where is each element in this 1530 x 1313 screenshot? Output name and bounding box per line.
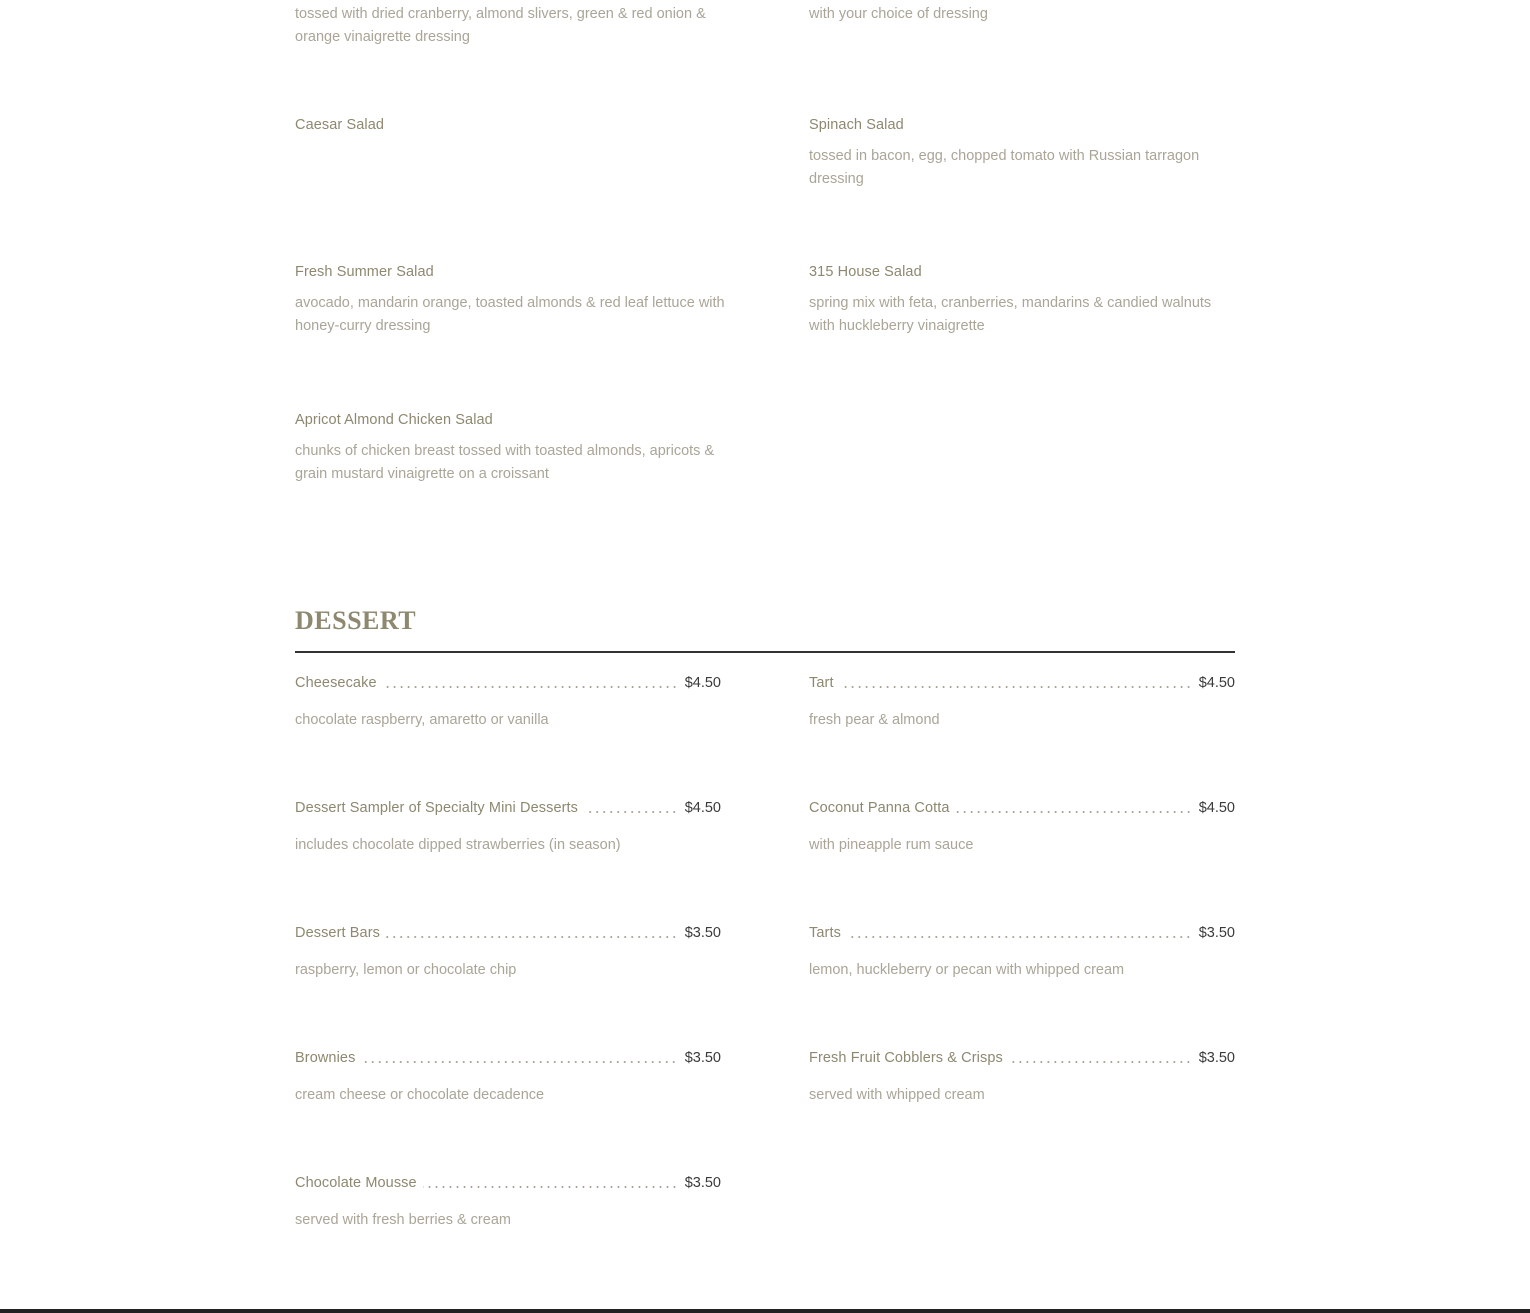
dessert-description: raspberry, lemon or chocolate chip <box>295 962 517 978</box>
dessert-price: $3.50 <box>684 1175 721 1191</box>
salad-item-fresh-summer <box>295 264 725 337</box>
dessert-item-chocolate-mousse <box>295 1175 721 1232</box>
dessert-description: fresh pear & almond <box>809 712 940 728</box>
dessert-price: $4.50 <box>1198 800 1235 816</box>
dessert-name: Dessert Bars <box>295 925 380 941</box>
dot-leader <box>847 931 1192 939</box>
section-title-dessert: DESSERT <box>295 606 417 635</box>
dessert-item-cheesecake <box>295 675 721 732</box>
dessert-description: includes chocolate dipped strawberries (in season) <box>295 837 621 853</box>
dot-leader <box>383 681 678 689</box>
salad-description: avocado, mandarin orange, toasted almonds & red leaf lettuce with honey-curry dressing <box>295 295 725 334</box>
salad-name: Fresh Summer Salad <box>295 264 434 280</box>
dessert-name: Tarts <box>809 925 841 941</box>
dessert-price: $4.50 <box>684 800 721 816</box>
dot-leader <box>386 931 678 939</box>
dessert-price: $3.50 <box>684 925 721 941</box>
dessert-item-tarts <box>809 925 1235 982</box>
salad-description: with your choice of dressing <box>809 6 988 22</box>
dessert-description: served with whipped cream <box>809 1087 985 1103</box>
salad-name: Spinach Salad <box>809 117 904 133</box>
dessert-description: lemon, huckleberry or pecan with whipped cream <box>809 962 1125 978</box>
dessert-price: $4.50 <box>1198 675 1235 691</box>
dessert-price: $3.50 <box>684 1050 721 1066</box>
salad-item-top-left <box>295 3 725 48</box>
salad-item-top-right <box>809 3 1239 26</box>
dessert-description: cream cheese or chocolate decadence <box>295 1087 545 1103</box>
dessert-item-fruit-cobblers <box>809 1050 1235 1107</box>
dessert-item-coconut-panna-cotta <box>809 800 1235 857</box>
dot-leader <box>423 1181 678 1189</box>
dessert-price: $3.50 <box>1198 1050 1235 1066</box>
dessert-name: Chocolate Mousse <box>295 1175 417 1191</box>
dessert-name: Fresh Fruit Cobblers & Crisps <box>809 1050 1003 1066</box>
dot-leader <box>956 806 1192 814</box>
salad-item-apricot-almond-chicken <box>295 412 725 485</box>
dessert-item-dessert-sampler <box>295 800 721 857</box>
salad-item-spinach <box>809 117 1239 190</box>
dessert-description: served with fresh berries & cream <box>295 1212 511 1228</box>
dessert-description: chocolate raspberry, amaretto or vanilla <box>295 712 549 728</box>
salad-name: 315 House Salad <box>809 264 922 280</box>
dessert-item-dessert-bars <box>295 925 721 982</box>
salad-description: chunks of chicken breast tossed with toasted almonds, apricots & grain mustard vinaigrette on a croissant <box>295 443 715 482</box>
dot-leader <box>361 1056 677 1064</box>
dessert-name: Cheesecake <box>295 675 377 691</box>
dessert-item-tart <box>809 675 1235 732</box>
salad-item-315-house <box>809 264 1239 337</box>
section-divider <box>295 651 1235 653</box>
dessert-price: $4.50 <box>684 675 721 691</box>
salad-description: tossed in bacon, egg, chopped tomato with Russian tarragon dressing <box>809 148 1200 187</box>
dessert-item-brownies <box>295 1050 721 1107</box>
dessert-name: Tart <box>809 675 834 691</box>
dessert-name: Coconut Panna Cotta <box>809 800 950 816</box>
dessert-name: Brownies <box>295 1050 356 1066</box>
dessert-name: Dessert Sampler of Specialty Mini Desserts <box>295 800 579 816</box>
dessert-description: with pineapple rum sauce <box>809 837 974 853</box>
salad-description: spring mix with feta, cranberries, mandarins & candied walnuts with huckleberry vinaigrette <box>809 295 1212 334</box>
dessert-price: $3.50 <box>1198 925 1235 941</box>
salad-item-caesar <box>295 117 725 133</box>
salad-name: Caesar Salad <box>295 117 385 133</box>
dot-leader <box>1009 1056 1192 1064</box>
salad-name: Apricot Almond Chicken Salad <box>295 412 493 428</box>
dot-leader <box>840 681 1192 689</box>
salad-description: tossed with dried cranberry, almond slivers, green & red onion & orange vinaigrette dressing <box>295 6 706 45</box>
footer-divider <box>0 1309 1530 1313</box>
dot-leader <box>584 806 678 814</box>
